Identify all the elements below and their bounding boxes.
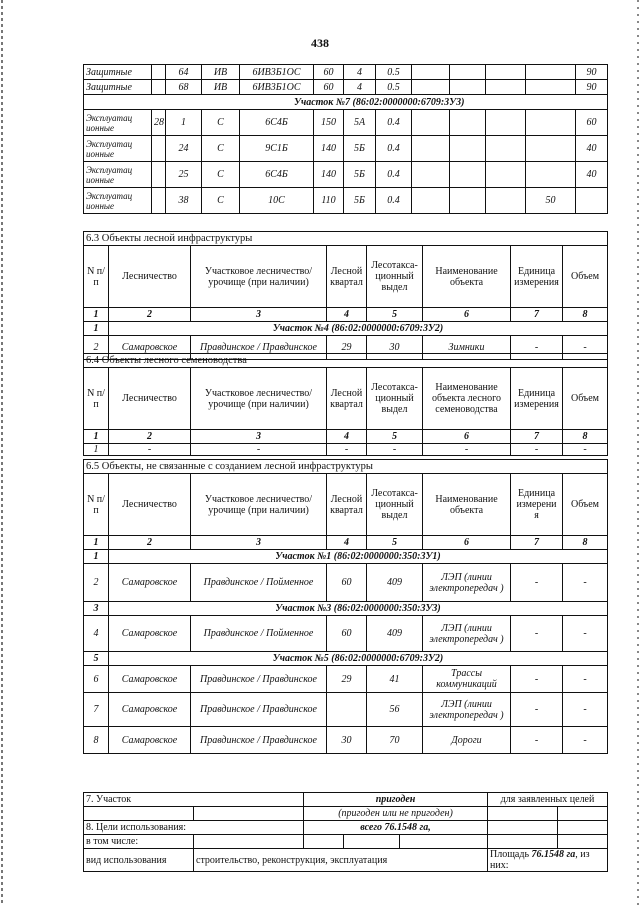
footer-table <box>83 792 608 872</box>
table-cell <box>486 110 526 136</box>
plot-row <box>84 652 608 666</box>
column-header: N п/п <box>84 474 109 536</box>
table-cell: Зимники <box>423 336 511 360</box>
column-header: Объем <box>563 246 608 308</box>
table-cell: 7 <box>84 693 109 727</box>
table-cell: 140 <box>314 136 344 162</box>
table-cell: 90 <box>576 80 608 95</box>
table-cell: 5Б <box>344 136 376 162</box>
table-cell: ЛЭП (линии электропередач ) <box>423 616 511 652</box>
table-cell: Самаровское <box>109 666 191 693</box>
table-cell: 10С <box>240 188 314 214</box>
column-header: Лесничество <box>109 246 191 308</box>
column-number: 5 <box>367 308 423 322</box>
table-cell: - <box>563 444 608 456</box>
column-header: Лесотакса-ционный выдел <box>367 474 423 536</box>
table-row <box>84 444 608 456</box>
table-cell <box>412 65 450 80</box>
table-cell <box>152 162 166 188</box>
table-cell: - <box>511 336 563 360</box>
table-cell: Правдинское / Правдинское <box>191 693 327 727</box>
table-cell: Эксплуатац ионные <box>84 162 152 188</box>
table-cell: 30 <box>367 336 423 360</box>
column-header: Лесничество <box>109 368 191 430</box>
table-cell: Самаровское <box>109 616 191 652</box>
table-cell: 6С4Б <box>240 162 314 188</box>
column-header: Участковое лесничество/урочище (при наличии) <box>191 246 327 308</box>
section-title-row <box>84 460 608 474</box>
table-cell <box>412 188 450 214</box>
table-cell <box>450 162 486 188</box>
taxation-table <box>83 64 608 214</box>
table-cell: 9С1Б <box>240 136 314 162</box>
table-cell <box>526 162 576 188</box>
table-cell <box>450 65 486 80</box>
table-cell: 50 <box>526 188 576 214</box>
table-cell: ЛЭП (линии электропередач ) <box>423 693 511 727</box>
column-number: 3 <box>191 430 327 444</box>
plot-number: 3 <box>84 602 109 616</box>
table-cell <box>486 188 526 214</box>
column-header: Наименование объекта лесного семеноводства <box>423 368 511 430</box>
table-row <box>84 666 608 693</box>
item8-label: 8. Цели использования: <box>84 821 304 835</box>
table-cell <box>412 80 450 95</box>
table-cell: 6С4Б <box>240 110 314 136</box>
column-number: 2 <box>109 536 191 550</box>
table-cell: 24 <box>166 136 202 162</box>
table-cell <box>526 65 576 80</box>
table-cell: 0.5 <box>376 65 412 80</box>
header-row <box>84 368 608 430</box>
column-number: 6 <box>423 536 511 550</box>
column-number: 7 <box>511 308 563 322</box>
section-title: 6.3 Объекты лесной инфраструктуры <box>84 232 608 246</box>
table-cell <box>152 80 166 95</box>
plot-row <box>84 322 608 336</box>
column-header: N п/п <box>84 246 109 308</box>
column-number: 2 <box>109 308 191 322</box>
table-row <box>84 188 608 214</box>
table-cell: 68 <box>166 80 202 95</box>
table-cell: Самаровское <box>109 336 191 360</box>
table-cell <box>486 162 526 188</box>
column-number: 4 <box>327 308 367 322</box>
section-title-row <box>84 232 608 246</box>
column-number-row <box>84 430 608 444</box>
table-cell: 64 <box>166 65 202 80</box>
table-cell: С <box>202 162 240 188</box>
table-cell: - <box>109 444 191 456</box>
table-cell <box>450 80 486 95</box>
table-cell <box>576 188 608 214</box>
plot-number: 1 <box>84 322 109 336</box>
table-cell <box>526 136 576 162</box>
table-row <box>84 616 608 652</box>
table-cell: 90 <box>576 65 608 80</box>
table-cell <box>412 162 450 188</box>
table-cell: 29 <box>327 336 367 360</box>
plot-row <box>84 550 608 564</box>
column-number: 3 <box>191 536 327 550</box>
page-number: 438 <box>311 36 329 50</box>
column-number-row <box>84 536 608 550</box>
table-cell: ИВ <box>202 80 240 95</box>
table-cell: 60 <box>314 65 344 80</box>
section-title: 6.4 Объекты лесного семеноводства <box>84 354 608 368</box>
table-cell <box>450 110 486 136</box>
column-number: 7 <box>511 536 563 550</box>
section-6-4-table <box>83 353 608 456</box>
table-cell: - <box>563 727 608 754</box>
table-cell: 110 <box>314 188 344 214</box>
table-cell: Правдинское / Пойменное <box>191 564 327 602</box>
table-cell <box>412 110 450 136</box>
table-cell <box>486 136 526 162</box>
header-row <box>84 474 608 536</box>
table-cell: 0.4 <box>376 136 412 162</box>
table-cell: Самаровское <box>109 564 191 602</box>
column-header: Объем <box>563 368 608 430</box>
table-cell: - <box>511 564 563 602</box>
table-cell: 0.4 <box>376 110 412 136</box>
section-6-5-table <box>83 459 608 754</box>
table-cell: 5Б <box>344 162 376 188</box>
table-cell: С <box>202 110 240 136</box>
table-cell: 60 <box>327 616 367 652</box>
table-cell: 6ИВ3Б1ОС <box>240 80 314 95</box>
table-cell: Эксплуатац ионные <box>84 136 152 162</box>
table-cell: 150 <box>314 110 344 136</box>
table-cell: 38 <box>166 188 202 214</box>
table-cell: С <box>202 136 240 162</box>
plot-label: Участок №7 (86:02:0000000:6709:3У3) <box>152 95 608 110</box>
table-cell: ИВ <box>202 65 240 80</box>
column-number: 2 <box>109 430 191 444</box>
column-header: Единица измерения <box>511 368 563 430</box>
column-number: 6 <box>423 430 511 444</box>
table-cell: - <box>563 693 608 727</box>
table-cell: 8 <box>84 727 109 754</box>
table-cell <box>486 80 526 95</box>
table-cell: - <box>511 693 563 727</box>
column-number: 1 <box>84 430 109 444</box>
table-cell: Самаровское <box>109 727 191 754</box>
column-number-row <box>84 308 608 322</box>
table-cell: 25 <box>166 162 202 188</box>
table-row <box>84 95 608 110</box>
section-title: 6.5 Объекты, не связанные с созданием лесной инфраструктуры <box>84 460 608 474</box>
table-cell: - <box>511 666 563 693</box>
table-cell: 60 <box>327 564 367 602</box>
table-cell: 40 <box>576 162 608 188</box>
table-cell <box>526 80 576 95</box>
table-cell: - <box>511 616 563 652</box>
table-cell: Трассы коммуникаций <box>423 666 511 693</box>
column-number: 4 <box>327 430 367 444</box>
table-cell: - <box>511 444 563 456</box>
table-cell: Правдинское / Правдинское <box>191 336 327 360</box>
column-number: 5 <box>367 430 423 444</box>
table-cell: 2 <box>84 564 109 602</box>
column-number: 8 <box>563 536 608 550</box>
table-cell <box>152 136 166 162</box>
table-cell: 1 <box>84 444 109 456</box>
section-title-row <box>84 354 608 368</box>
column-header: Наименование объекта <box>423 474 511 536</box>
item7-label: 7. Участок <box>84 793 304 807</box>
table-cell: - <box>423 444 511 456</box>
column-header: Участковое лесничество/урочище (при наличии) <box>191 368 327 430</box>
table-cell: - <box>563 666 608 693</box>
table-cell: 70 <box>367 727 423 754</box>
table-cell: Правдинское / Правдинское <box>191 727 327 754</box>
table-cell: 0.5 <box>376 80 412 95</box>
table-cell: 409 <box>367 564 423 602</box>
table-row <box>84 65 608 80</box>
plot-number: 5 <box>84 652 109 666</box>
plot-label: Участок №1 (86:02:0000000:350:3У1) <box>109 550 608 564</box>
table-cell: Защитные <box>84 65 152 80</box>
table-cell: Правдинское / Пойменное <box>191 616 327 652</box>
column-number: 4 <box>327 536 367 550</box>
table-cell: 60 <box>314 80 344 95</box>
scan-edge-right <box>637 0 639 905</box>
table-cell: 41 <box>367 666 423 693</box>
table-cell: Дороги <box>423 727 511 754</box>
table-cell: Эксплуатац ионные <box>84 110 152 136</box>
item7-suffix: для заявленных целей <box>488 793 608 807</box>
column-header: Лесной квартал <box>327 246 367 308</box>
table-cell <box>152 188 166 214</box>
table-cell: - <box>367 444 423 456</box>
plot-label: Участок №4 (86:02:0000000:6709:3У2) <box>109 322 608 336</box>
table-cell: 60 <box>576 110 608 136</box>
table-cell: 5Б <box>344 188 376 214</box>
table-cell <box>412 136 450 162</box>
table-cell: 0.4 <box>376 162 412 188</box>
table-cell <box>526 110 576 136</box>
column-header: Наименование объекта <box>423 246 511 308</box>
item8-value: всего 76.1548 га, <box>304 821 488 835</box>
table-cell: 5А <box>344 110 376 136</box>
table-cell: 6 <box>84 666 109 693</box>
table-cell <box>486 65 526 80</box>
table-cell: С <box>202 188 240 214</box>
table-cell: 0.4 <box>376 188 412 214</box>
column-header: Лесотакса-ционный выдел <box>367 246 423 308</box>
section-6-3-table <box>83 231 608 360</box>
table-cell: 409 <box>367 616 423 652</box>
column-number: 6 <box>423 308 511 322</box>
table-cell: 1 <box>166 110 202 136</box>
table-cell: 140 <box>314 162 344 188</box>
table-cell: 30 <box>327 727 367 754</box>
header-row <box>84 246 608 308</box>
column-number: 1 <box>84 308 109 322</box>
table-cell: Защитные <box>84 80 152 95</box>
column-header: Лесничество <box>109 474 191 536</box>
table-cell: 4 <box>344 65 376 80</box>
table-row <box>84 564 608 602</box>
table-row <box>84 693 608 727</box>
plot-row <box>84 602 608 616</box>
table-row <box>84 136 608 162</box>
table-cell: - <box>327 444 367 456</box>
area-line: Площадь 76.1548 га, из них: <box>488 849 608 872</box>
table-cell <box>84 95 152 110</box>
table-cell: - <box>511 727 563 754</box>
item7-hint: (пригоден или не пригоден) <box>304 807 488 821</box>
table-cell: Эксплуатац ионные <box>84 188 152 214</box>
table-cell: 4 <box>344 80 376 95</box>
table-cell: 40 <box>576 136 608 162</box>
table-cell: 2 <box>84 336 109 360</box>
use-type-label: вид использования <box>84 849 194 872</box>
column-number: 7 <box>511 430 563 444</box>
column-header: N п/п <box>84 368 109 430</box>
column-header: Лесной квартал <box>327 474 367 536</box>
table-cell: 4 <box>84 616 109 652</box>
table-row <box>84 162 608 188</box>
scan-edge-left <box>1 0 3 905</box>
table-cell <box>327 693 367 727</box>
table-cell: 6ИВ3Б1ОС <box>240 65 314 80</box>
column-number: 3 <box>191 308 327 322</box>
column-header: Единица измерени я <box>511 474 563 536</box>
including-label: в том числе: <box>84 835 194 849</box>
table-cell <box>152 65 166 80</box>
use-type-value: строительство, реконструкция, эксплуатация <box>194 849 488 872</box>
column-number: 1 <box>84 536 109 550</box>
table-cell: ЛЭП (линии электропередач ) <box>423 564 511 602</box>
table-cell: 28 <box>152 110 166 136</box>
column-number: 5 <box>367 536 423 550</box>
column-header: Лесотакса-ционный выдел <box>367 368 423 430</box>
column-number: 8 <box>563 430 608 444</box>
table-cell: Правдинское / Правдинское <box>191 666 327 693</box>
table-cell: 56 <box>367 693 423 727</box>
item7-value: пригоден <box>304 793 488 807</box>
column-header: Лесной квартал <box>327 368 367 430</box>
plot-number: 1 <box>84 550 109 564</box>
column-header: Объем <box>563 474 608 536</box>
table-cell: - <box>563 564 608 602</box>
table-cell: Самаровское <box>109 693 191 727</box>
column-header: Единица измерения <box>511 246 563 308</box>
table-cell <box>450 188 486 214</box>
table-cell: - <box>563 616 608 652</box>
column-header: Участковое лесничество/урочище (при наличии) <box>191 474 327 536</box>
column-number: 8 <box>563 308 608 322</box>
plot-label: Участок №5 (86:02:0000000:6709:3У2) <box>109 652 608 666</box>
plot-label: Участок №3 (86:02:0000000:350:3У3) <box>109 602 608 616</box>
table-cell: - <box>563 336 608 360</box>
table-row <box>84 110 608 136</box>
table-cell: - <box>191 444 327 456</box>
table-row <box>84 727 608 754</box>
table-row <box>84 80 608 95</box>
table-cell: 29 <box>327 666 367 693</box>
table-cell <box>450 136 486 162</box>
